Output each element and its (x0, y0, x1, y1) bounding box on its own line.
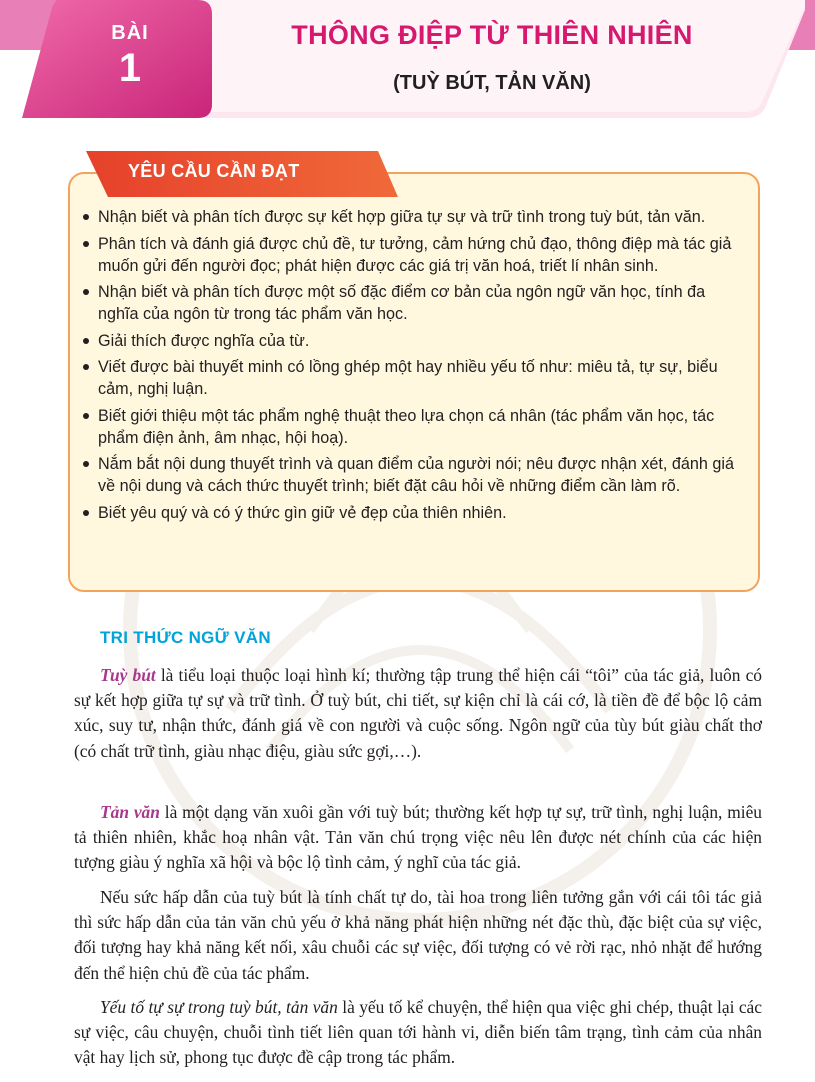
paragraph-comparison (74, 885, 762, 986)
paragraph-tuy-but (74, 663, 762, 764)
requirement-item (80, 233, 748, 277)
requirement-text: Nắm bắt nội dung thuyết trình và quan điểm của người nói; nêu được nhận xét, đánh giá về nội dung và cách thức thuyết trình; biết đặt câu hỏi về những điểm cần làm rõ. (98, 455, 734, 495)
paragraph-text: Nếu sức hấp dẫn của tuỳ bút là tính chất tự do, tài hoa trong liên tưởng gắn với cái tôi tác giả thì sức hấp dẫn của tản văn chủ yếu ở khả năng phát hiện những nét đặc thù, đặc biệt của sự việc, đối tượng hay khả năng kết nối, xâu chuỗi các sự việc, đối tượng có vẻ rời rạc, nhỏ nhặt để hướng đến thể hiện chủ đề của tác phẩm. (74, 887, 762, 983)
requirement-text: Viết được bài thuyết minh có lồng ghép một hay nhiều yếu tố như: miêu tả, tự sự, biểu cảm, nghị luận. (98, 358, 718, 398)
requirement-text: Biết yêu quý và có ý thức gìn giữ vẻ đẹp của thiên nhiên. (98, 503, 507, 522)
requirement-item (80, 330, 748, 352)
requirement-text: Phân tích và đánh giá được chủ đề, tư tưởng, cảm hứng chủ đạo, thông điệp mà tác giả muốn gửi đến người đọc; phát hiện được các giá trị văn hoá, triết lí nhân sinh. (98, 234, 732, 275)
lesson-title: THÔNG ĐIỆP TỪ THIÊN NHIÊN (291, 20, 693, 50)
term-tuy-but: Tuỳ bút (100, 665, 156, 685)
bullet-icon (83, 241, 89, 247)
bullet-icon (83, 214, 89, 220)
lesson-label: BÀI (111, 22, 149, 44)
requirements-list (80, 206, 748, 528)
bullet-icon (83, 461, 89, 467)
term-tan-van: Tản văn (100, 802, 160, 822)
paragraph-text: là tiểu loại thuộc loại hình kí; thường tập trung thể hiện cái “tôi” của tác giả, luôn có sự kết hợp giữa tự sự và trữ tình. Ở tuỳ bút, chi tiết, sự kiện chỉ là cái cớ, là tiền đề để bộc lộ cảm xúc, suy tư, nhận thức, đánh giá về con người và cuộc sống. Ngôn ngữ của tùy bút giàu chất thơ (có chất trữ tình, giàu nhạc điệu, giàu sức gợi,…). (74, 665, 762, 761)
lesson-subtitle: (TUỲ BÚT, TẢN VĂN) (393, 72, 591, 94)
paragraph-text: là yếu tố kể chuyện, thể hiện qua việc ghi chép, thuật lại các sự việc, câu chuyện, chuỗi tình tiết liên quan tới hành vi, diễn biến tâm trạng, tình cảm của nhân vật hay lịch sử, phong tục được đề cập trong tác phẩm. (74, 997, 762, 1068)
requirement-item (80, 405, 748, 449)
requirements-heading: YÊU CẦU CẦN ĐẠT (128, 161, 300, 181)
requirement-item (80, 281, 748, 325)
lesson-number: 1 (118, 46, 142, 90)
bullet-icon (83, 413, 89, 419)
requirement-item (80, 453, 748, 497)
paragraph-text: là một dạng văn xuôi gần với tuỳ bút; thường kết hợp tự sự, trữ tình, nghị luận, miêu tả thiên nhiên, khắc hoạ nhân vật. Tản văn chú trọng việc nêu lên được nét chính của các hiện tượng giàu ý nghĩa xã hội và bộc lộ tình cảm, ý nghĩ của tác giả. (74, 802, 762, 873)
paragraph-tan-van (74, 800, 762, 876)
requirement-item (80, 206, 748, 228)
paragraph-narrative-element (74, 995, 762, 1071)
bullet-icon (83, 338, 89, 344)
requirement-item (80, 356, 748, 400)
bullet-icon (83, 510, 89, 516)
requirement-item (80, 502, 748, 524)
requirement-text: Nhận biết và phân tích được sự kết hợp giữa tự sự và trữ tình trong tuỳ bút, tản văn. (98, 208, 706, 226)
bullet-icon (83, 364, 89, 370)
bullet-icon (83, 289, 89, 295)
requirement-text: Biết giới thiệu một tác phẩm nghệ thuật theo lựa chọn cá nhân (tác phẩm văn học, tác phẩm điện ảnh, âm nhạc, hội hoạ). (98, 406, 715, 447)
term-narrative-element: Yếu tố tự sự trong tuỳ bút, tản văn (100, 997, 338, 1017)
knowledge-heading: TRI THỨC NGỮ VĂN (100, 628, 271, 647)
requirement-text: Nhận biết và phân tích được một số đặc điểm cơ bản của ngôn ngữ văn học, tính đa nghĩa của ngôn từ trong tác phẩm văn học. (98, 283, 706, 323)
requirement-text: Giải thích được nghĩa của từ. (98, 331, 310, 350)
